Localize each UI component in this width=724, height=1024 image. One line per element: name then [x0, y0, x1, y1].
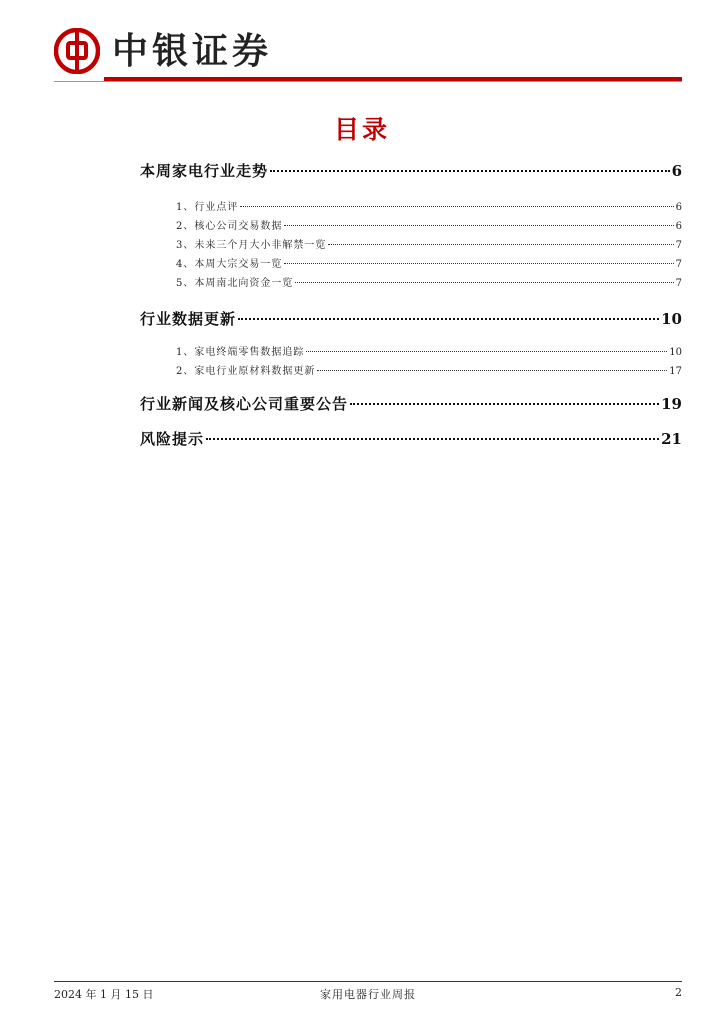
toc-title: 目录 — [333, 115, 390, 144]
toc-entry-retail-tracking[interactable] — [140, 343, 682, 358]
toc-entry-page: 6 — [675, 221, 682, 232]
toc-entry-label: 5、本周南北向资金一览 — [176, 278, 294, 289]
page-header — [54, 28, 682, 78]
toc-entry-page: 7 — [675, 278, 682, 289]
toc-entry-label: 1、行业点评 — [176, 202, 239, 213]
toc-entry-label: 行业数据更新 — [140, 310, 237, 328]
toc-entry-block-trades[interactable] — [140, 255, 682, 270]
toc-entry-page: 17 — [669, 366, 682, 377]
toc-entry-industry-data-update[interactable] — [140, 308, 682, 329]
toc-entry-page: 19 — [661, 395, 682, 413]
toc-entry-weekly-trend[interactable] — [140, 160, 682, 181]
toc-entry-label: 1、家电终端零售数据追踪 — [176, 347, 305, 358]
toc-entry-label: 行业新闻及核心公司重要公告 — [140, 395, 349, 413]
brand-name: 中银证券 — [112, 31, 273, 72]
footer-report-title: 家用电器行业周报 — [320, 988, 416, 1001]
toc-entry-label: 风险提示 — [140, 430, 205, 448]
footer-rule — [54, 981, 682, 982]
toc-entry-label: 3、未来三个月大小非解禁一览 — [176, 240, 327, 251]
toc-entry-page: 7 — [675, 259, 682, 270]
toc-entry-raw-materials[interactable] — [140, 362, 682, 377]
toc-entry-page: 6 — [671, 162, 682, 180]
bank-of-china-logo-icon — [54, 28, 100, 74]
toc-entry-risk-warning[interactable] — [140, 428, 682, 449]
header-gray-rule — [54, 81, 682, 82]
toc-entry-label: 2、核心公司交易数据 — [176, 221, 283, 232]
page-footer — [54, 986, 682, 1002]
toc-entry-lockup-expiry[interactable] — [140, 236, 682, 251]
toc-entry-page: 6 — [675, 202, 682, 213]
footer-date: 2024 年 1 月 15 日 — [54, 988, 154, 1001]
footer-page-number: 2 — [675, 986, 682, 999]
toc-entry-label: 2、家电行业原材料数据更新 — [176, 366, 316, 377]
toc-entry-page: 10 — [661, 310, 682, 328]
toc-entry-core-company-trading[interactable] — [140, 217, 682, 232]
toc-entry-page: 21 — [661, 430, 682, 448]
toc-entry-north-south-flows[interactable] — [140, 274, 682, 289]
toc-entry-page: 10 — [669, 347, 682, 358]
toc-entry-page: 7 — [675, 240, 682, 251]
toc-entry-label: 本周家电行业走势 — [140, 162, 269, 180]
toc-entry-label: 4、本周大宗交易一览 — [176, 259, 283, 270]
toc-entry-industry-comment[interactable] — [140, 198, 682, 213]
toc-entry-news-announcements[interactable] — [140, 393, 682, 414]
